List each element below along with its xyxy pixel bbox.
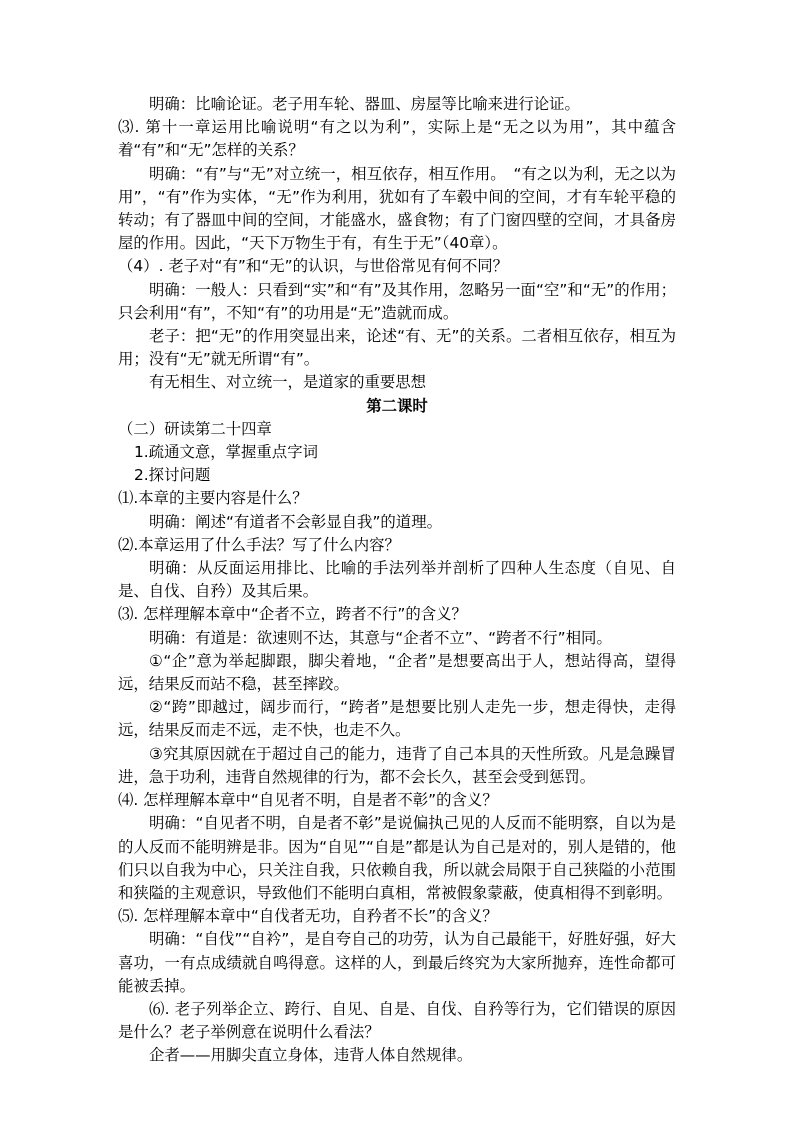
body-paragraph: ③究其原因就在于超过自己的能力，违背了自己本具的天性所致。凡是急躁冒进，急于功利，违背自然规律的行为，都不会长久，甚至会受到惩罚。: [118, 744, 676, 786]
body-paragraph: 企者——用脚尖直立身体，违背人体自然规律。: [149, 1046, 473, 1065]
answer-paragraph: 明确：一般人：只看到“实”和“有”及其作用，忽略另一面“空”和“无”的作用；只会利用“有”，不知“有”的功用是“无”造就而成。: [118, 280, 676, 322]
question-paragraph: ⑶. 第十一章运用比喻说明“有之以为利”，实际上是“无之以为用”，其中蕴含着“有”和“无”怎样的关系？: [118, 118, 676, 160]
answer-paragraph: 明确：阐述“有道者不会彰显自我”的道理。: [149, 512, 442, 531]
body-paragraph: 老子：把“无”的作用突显出来，论述“有、无”的关系。二者相互依存，相互为用；没有“无”就无所谓“有”。: [118, 327, 676, 369]
section-heading: 第二课时: [366, 396, 428, 415]
list-item: 1.疏通文意，掌握重点字词: [134, 443, 318, 462]
body-paragraph: ②“跨”即越过，阔步而行，“跨者”是想要比别人走先一步，想走得快，走得远，结果反而走不远，走不快，也走不久。: [118, 698, 676, 740]
list-item: 2.探讨问题: [134, 466, 211, 485]
question-paragraph: ⑷. 怎样理解本章中“自见者不明，自是者不彰”的含义？: [118, 791, 498, 810]
question-paragraph: ⑵.本章运用了什么手法？写了什么内容？: [118, 535, 400, 554]
answer-paragraph: 明确：“自见者不明，自是者不彰”是说偏执己见的人反而不能明察，自以为是的人反而不能明辨是非。因为“自见”“自是”都是认为自己是对的，别人是错的，他们只以自我为中心，只关注自我，只依赖自我，所以就会局限于自己狭隘的小范围和狭隘的主观意识，导致他们不能明白真相，常被假象蒙蔽，使真相得不到彰明。: [118, 814, 676, 902]
subsection-title: （二）研读第二十四章: [118, 419, 272, 438]
answer-paragraph: 明确：“有”与“无”对立统一，相互依存，相互作用。 “有之以为利，无之以为用”，“有”作为实体，“无”作为利用，犹如有了车毂中间的空间，才有车轮平稳的转动；有了器皿中间的空间，才能盛水，盛食物；有了门窗四壁的空间，才具备房屋的作用。因此，“天下万物生于有，有生于无”（40章）。: [118, 164, 676, 253]
document-body: [118, 93, 676, 1068]
body-paragraph: 有无相生、对立统一，是道家的重要思想: [149, 373, 427, 392]
question-paragraph: ⑶. 怎样理解本章中“企者不立，跨者不行”的含义？: [118, 605, 467, 624]
answer-paragraph: 明确：从反面运用排比、比喻的手法列举并剖析了四种人生态度（自见、自是、自伐、自矜）及其后果。: [118, 559, 676, 601]
answer-paragraph: 明确：比喻论证。老子用车轮、器皿、房屋等比喻来进行论证。: [149, 95, 580, 113]
question-paragraph: ⑴.本章的主要内容是什么？: [118, 489, 308, 508]
question-paragraph: （4）. 老子对“有”和“无”的认识，与世俗常见有何不同？: [118, 257, 509, 276]
question-paragraph: ⑸. 怎样理解本章中“自伐者无功，自矜者不长”的含义？: [118, 907, 498, 926]
question-paragraph: ⑹. 老子列举企立、跨行、自见、自是、自伐、自矜等行为，它们错误的原因是什么？老子举例意在说明什么看法？: [118, 999, 676, 1042]
answer-paragraph: 明确：“自伐”“自衿”，是自夸自己的功劳，认为自己最能干，好胜好强，好大喜功，一有点成绩就自鸣得意。这样的人，到最后终究为大家所抛弃，连性命都可能被丢掉。: [118, 930, 676, 995]
body-paragraph: ①“企”意为举起脚跟，脚尖着地，“企者”是想要高出于人，想站得高，望得远，结果反而站不稳，甚至摔跤。: [118, 651, 676, 694]
answer-paragraph: 明确：有道是：欲速则不达，其意与“企者不立”、“跨者不行”相同。: [149, 628, 612, 647]
